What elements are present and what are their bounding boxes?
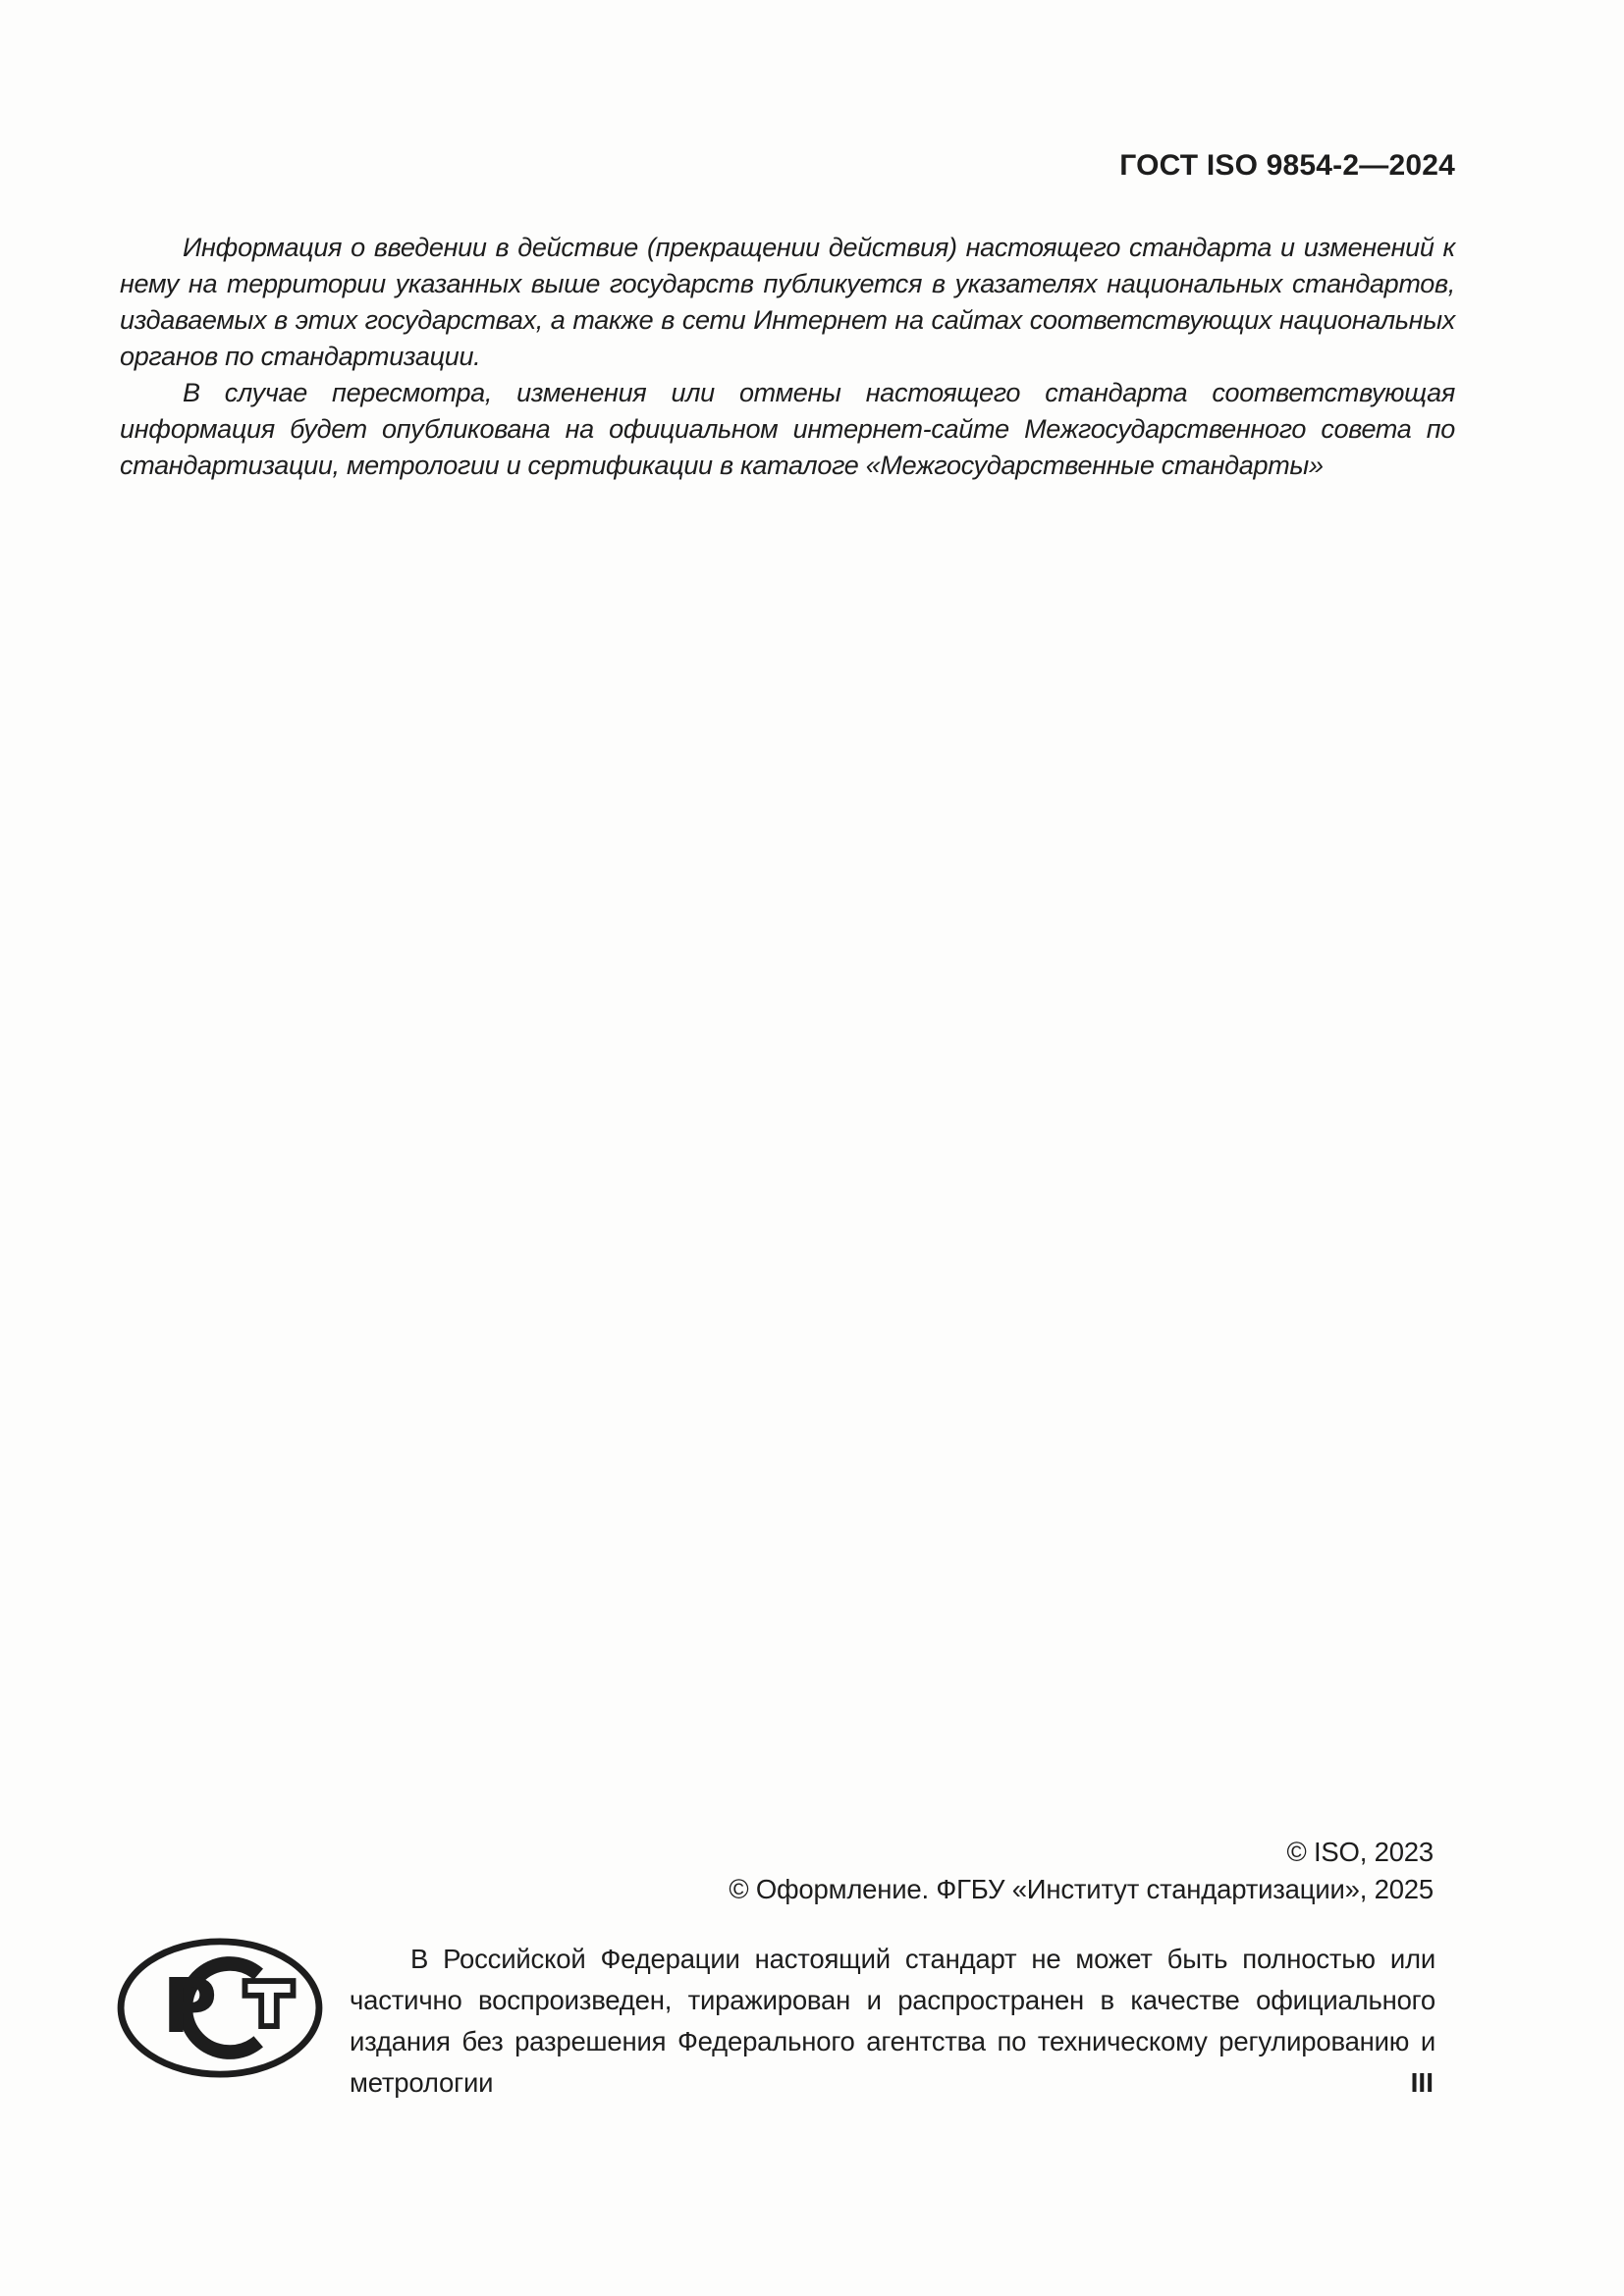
intro-paragraph-publication: Информация о введении в действие (прекращении действия) настоящего стандарта и изменений к нему на территории указанных выше государств публикуется в указателях национальных стандартов, издаваемых в этих государствах, а также в сети Интернет на сайтах соответствующих национальных органов по стандартизации. [120,233,1455,371]
document-code-header: ГОСТ ISO 9854-2—2024 [1119,149,1455,182]
intro-text-block [120,230,1455,484]
copyright-iso-line: © ISO, 2023 [1286,1837,1434,1867]
svg-text:Р: Р [162,1963,218,2051]
rst-logo-icon [114,1936,326,2080]
copyright-block [118,1834,1434,1908]
intro-paragraph-revision: В случае пересмотра, изменения или отмены настоящего стандарта соответствующая информация будет опубликована на официальном интернет-сайте Межгосударственного совета по стандартизации, метрологии и сертификации в каталоге «Межгосударственные стандарты» [120,378,1455,480]
page-number: III [1410,2067,1434,2098]
reproduction-restriction-text: В Российской Федерации настоящий стандарт не может быть полностью или частично воспроизведен, тиражирован и распространен в качестве официального издания без разрешения Федерального агентства по техническому регулированию и метрологии [350,1944,1435,2098]
copyright-design-line: © Оформление. ФГБУ «Институт стандартизации», 2025 [729,1874,1434,1904]
